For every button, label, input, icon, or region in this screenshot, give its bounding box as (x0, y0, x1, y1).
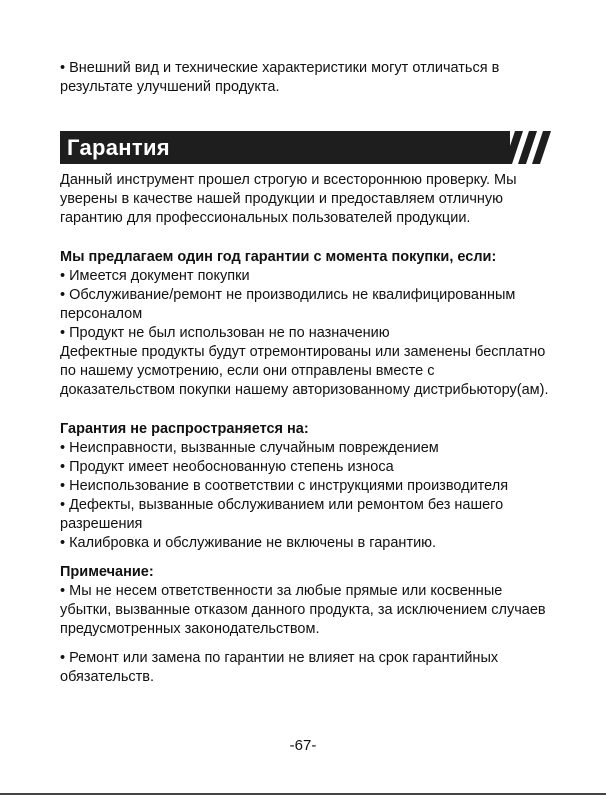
offer-item: • Продукт не был использован не по назначению (60, 324, 552, 343)
section-spacer (60, 410, 552, 420)
exclusion-item: • Продукт имеет необоснованную степень износа (60, 458, 552, 477)
offer-item: • Имеется документ покупки (60, 267, 552, 286)
section-spacer (60, 238, 552, 248)
offer-follow-up: Дефектные продукты будут отремонтированы или заменены бесплатно по нашему усмотрению, если они отправлены вместе с доказательством покупки нашему авторизованному дистрибьютору(ам). (60, 344, 549, 398)
exclusion-item: • Дефекты, вызванные обслуживанием или ремонтом без нашего разрешения (60, 496, 552, 534)
note-heading: Примечание: (60, 564, 154, 580)
intro-note: • Внешний вид и технические характеристики могут отличаться в результате улучшений продукта. (60, 60, 500, 95)
warranty-paragraph: Данный инструмент прошел строгую и всестороннюю проверку. Мы уверены в качестве нашей продукции и предоставляем отличную гарантию для профессиональных пользователей продукции. (60, 172, 517, 226)
offer-heading: Мы предлагаем один год гарантии с момента покупки, если: (60, 249, 497, 265)
warranty-title: Гарантия (67, 135, 170, 160)
note-item: • Ремонт или замена по гарантии не влияет на срок гарантийных обязательств. (60, 649, 552, 687)
page-content (60, 59, 552, 687)
exclusion-item: • Неисправности, вызванные случайным повреждением (60, 439, 552, 458)
offer-item: • Обслуживание/ремонт не производились не квалифицированным персоналом (60, 286, 552, 324)
note-item: • Мы не несем ответственности за любые прямые или косвенные убытки, вызванные отказом данного продукта, за исключением случаев предусмотренных законодательством. (60, 582, 552, 639)
warranty-section-header (60, 131, 550, 164)
page-number: -67- (289, 737, 317, 754)
decorative-slashes-icon (494, 131, 554, 164)
exclusion-item: • Калибровка и обслуживание не включены в гарантию. (60, 534, 552, 553)
exclusions-heading: Гарантия не распространяется на: (60, 421, 309, 437)
exclusion-item: • Неиспользование в соответствии с инструкциями производителя (60, 477, 552, 496)
